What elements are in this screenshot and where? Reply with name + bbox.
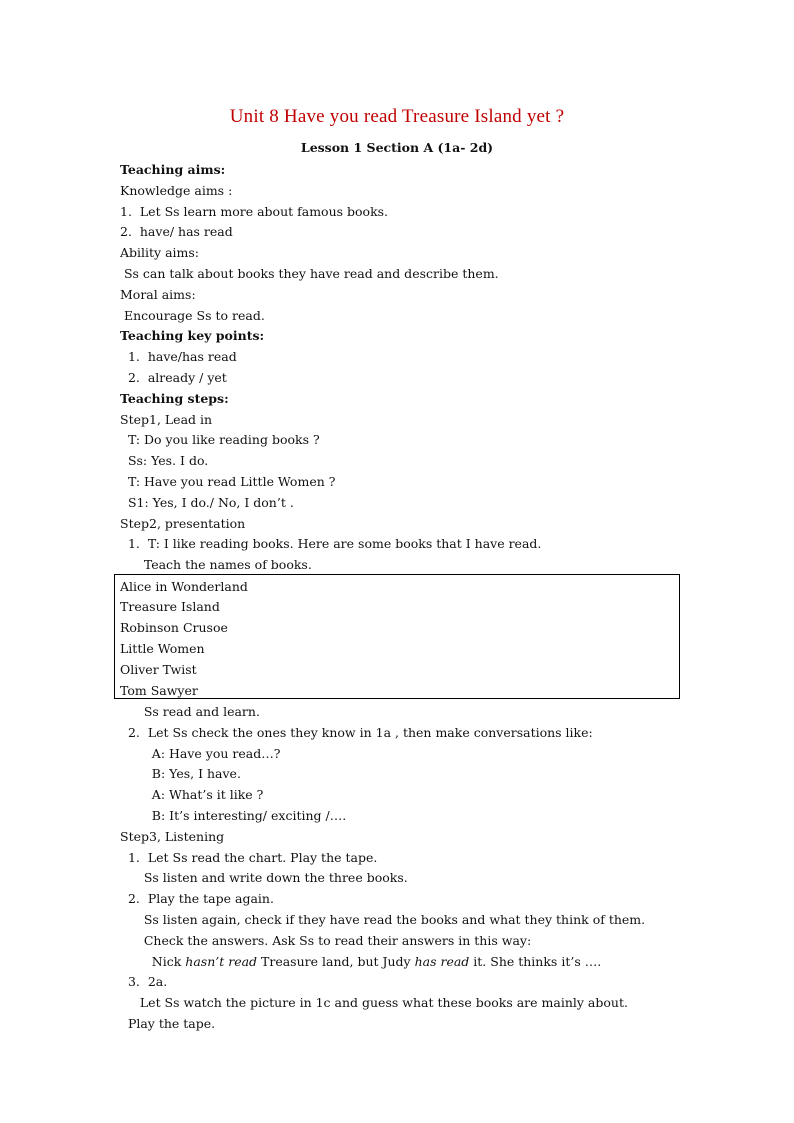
step1-line: Ss: Yes. I do. xyxy=(120,453,209,468)
step2-line: 2. Let Ss check the ones they know in 1a , then make conversations like: xyxy=(120,725,593,740)
step3-line: Play the tape. xyxy=(120,1016,216,1031)
step2-line: Ss read and learn. xyxy=(120,704,260,719)
conversation-line: B: Yes, I have. xyxy=(120,766,241,781)
knowledge-aim-1: 1. Let Ss learn more about famous books. xyxy=(120,204,389,219)
step3-line: 2. Play the tape again. xyxy=(120,891,274,906)
teaching-aims-heading: Teaching aims: xyxy=(120,162,226,177)
conversation-line: A: What’s it like ? xyxy=(120,787,264,802)
step3-line: 3. 2a. xyxy=(120,974,168,989)
step1-line: T: Have you read Little Women ? xyxy=(120,474,336,489)
step2-line: Teach the names of books. xyxy=(120,557,312,572)
step1-line: S1: Yes, I do./ No, I don’t . xyxy=(120,495,294,510)
conversation-line: B: It’s interesting/ exciting /…. xyxy=(120,808,347,823)
moral-aims-label: Moral aims: xyxy=(120,287,196,302)
key-point-1: 1. have/has read xyxy=(120,349,237,364)
example-part: Nick xyxy=(120,954,186,969)
example-emphasis: has read xyxy=(414,954,470,969)
moral-aim-text: Encourage Ss to read. xyxy=(120,308,265,323)
ability-aims-label: Ability aims: xyxy=(120,245,200,260)
step3-line: Ss listen again, check if they have read the books and what they think of them. xyxy=(120,912,646,927)
step1-line: T: Do you like reading books ? xyxy=(120,432,320,447)
teaching-steps-heading: Teaching steps: xyxy=(120,391,229,406)
book-title: Alice in Wonderland xyxy=(120,579,248,594)
example-emphasis: hasn’t read xyxy=(185,954,258,969)
book-title: Robinson Crusoe xyxy=(120,620,228,635)
example-part: Treasure land, but Judy xyxy=(257,954,415,969)
step3-line: 1. Let Ss read the chart. Play the tape. xyxy=(120,850,378,865)
conversation-line: A: Have you read…? xyxy=(120,746,281,761)
step1-heading: Step1, Lead in xyxy=(120,412,213,427)
book-title: Treasure Island xyxy=(120,599,220,614)
step3-line: Check the answers. Ask Ss to read their answers in this way: xyxy=(120,933,532,948)
lesson-subtitle: Lesson 1 Section A (1a- 2d) xyxy=(300,140,494,155)
step3-line: Ss listen and write down the three books. xyxy=(120,870,408,885)
book-title: Little Women xyxy=(120,641,205,656)
step2-heading: Step2, presentation xyxy=(120,516,246,531)
ability-aim-text: Ss can talk about books they have read and describe them. xyxy=(120,266,499,281)
key-points-heading: Teaching key points: xyxy=(120,328,265,343)
step2-line: 1. T: I like reading books. Here are some books that I have read. xyxy=(120,536,542,551)
knowledge-aims-label: Knowledge aims : xyxy=(120,183,233,198)
example-sentence xyxy=(120,954,601,970)
book-names-box xyxy=(114,574,680,699)
step3-heading: Step3, Listening xyxy=(120,829,225,844)
page-title: Unit 8 Have you read Treasure Island yet ? xyxy=(229,106,565,127)
book-title: Tom Sawyer xyxy=(120,683,198,698)
example-part: it. She thinks it’s …. xyxy=(469,954,602,969)
book-title: Oliver Twist xyxy=(120,662,197,677)
knowledge-aim-2: 2. have/ has read xyxy=(120,224,233,239)
step3-line: Let Ss watch the picture in 1c and guess what these books are mainly about. xyxy=(120,995,628,1010)
key-point-2: 2. already / yet xyxy=(120,370,227,385)
